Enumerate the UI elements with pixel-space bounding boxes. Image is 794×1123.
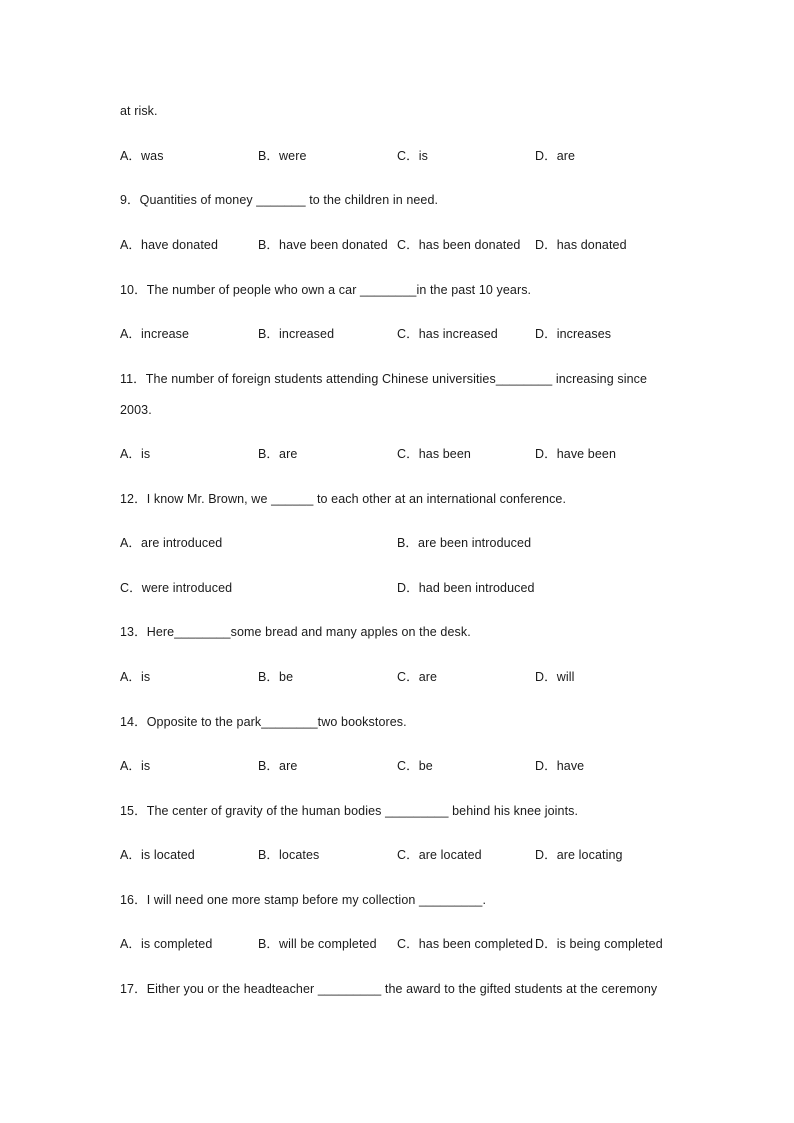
- q10-option-c: C．has increased: [397, 327, 498, 341]
- q15-option-c: C．are located: [397, 848, 482, 862]
- q8-option-b: B．were: [258, 149, 307, 163]
- q12-option-d: D．had been introduced: [397, 581, 535, 595]
- q9-option-a: A．have donated: [120, 238, 219, 252]
- q13-option-b: B．be: [258, 670, 294, 684]
- question-17-text: 17．Either you or the headteacher _________ the award to the gifted students at the ceremony: [120, 982, 658, 996]
- q11-option-a: A．is: [120, 447, 151, 461]
- q16-option-b: B．will be completed: [258, 937, 377, 951]
- q14-option-d: D．have: [535, 759, 585, 773]
- q11-option-d: D．have been: [535, 447, 617, 461]
- q9-option-b: B．have been donated: [258, 238, 388, 252]
- q8-option-a: A．was: [120, 149, 164, 163]
- q15-option-a: A．is located: [120, 848, 195, 862]
- question-12-text: 12．I know Mr. Brown, we ______ to each other at an international conference.: [120, 492, 567, 506]
- q13-option-c: C．are: [397, 670, 438, 684]
- question-9-text: 9．Quantities of money _______ to the children in need.: [120, 193, 439, 207]
- question-11-text: 11．The number of foreign students attending Chinese universities________ increasing since: [120, 372, 648, 386]
- question-16-text: 16．I will need one more stamp before my collection _________.: [120, 893, 487, 907]
- question-15-text: 15．The center of gravity of the human bodies _________ behind his knee joints.: [120, 804, 579, 818]
- q15-option-d: D．are locating: [535, 848, 623, 862]
- q16-option-a: A．is completed: [120, 937, 213, 951]
- q12-option-c: C．were introduced: [120, 581, 233, 595]
- q13-option-d: D．will: [535, 670, 575, 684]
- question-8-continuation: at risk.: [120, 104, 158, 118]
- q11-option-b: B．are: [258, 447, 298, 461]
- q16-option-d: D．is being completed: [535, 937, 663, 951]
- q11-option-c: C．has been: [397, 447, 471, 461]
- q10-option-d: D．increases: [535, 327, 612, 341]
- q15-option-b: B．locates: [258, 848, 320, 862]
- q13-option-a: A．is: [120, 670, 151, 684]
- q9-option-d: D．has donated: [535, 238, 627, 252]
- q14-option-a: A．is: [120, 759, 151, 773]
- question-14-text: 14．Opposite to the park________two bookstores.: [120, 715, 407, 729]
- question-13-text: 13．Here________some bread and many apples on the desk.: [120, 625, 471, 639]
- q16-option-c: C．has been completed: [397, 937, 534, 951]
- q14-option-b: B．are: [258, 759, 298, 773]
- q9-option-c: C．has been donated: [397, 238, 521, 252]
- q12-option-b: B．are been introduced: [397, 536, 532, 550]
- question-10-text: 10．The number of people who own a car ________in the past 10 years.: [120, 283, 532, 297]
- q10-option-a: A．increase: [120, 327, 190, 341]
- q8-option-c: C．is: [397, 149, 428, 163]
- q14-option-c: C．be: [397, 759, 433, 773]
- question-11-text-continued: 2003.: [120, 403, 152, 417]
- q10-option-b: B．increased: [258, 327, 335, 341]
- q12-option-a: A．are introduced: [120, 536, 223, 550]
- q8-option-d: D．are: [535, 149, 576, 163]
